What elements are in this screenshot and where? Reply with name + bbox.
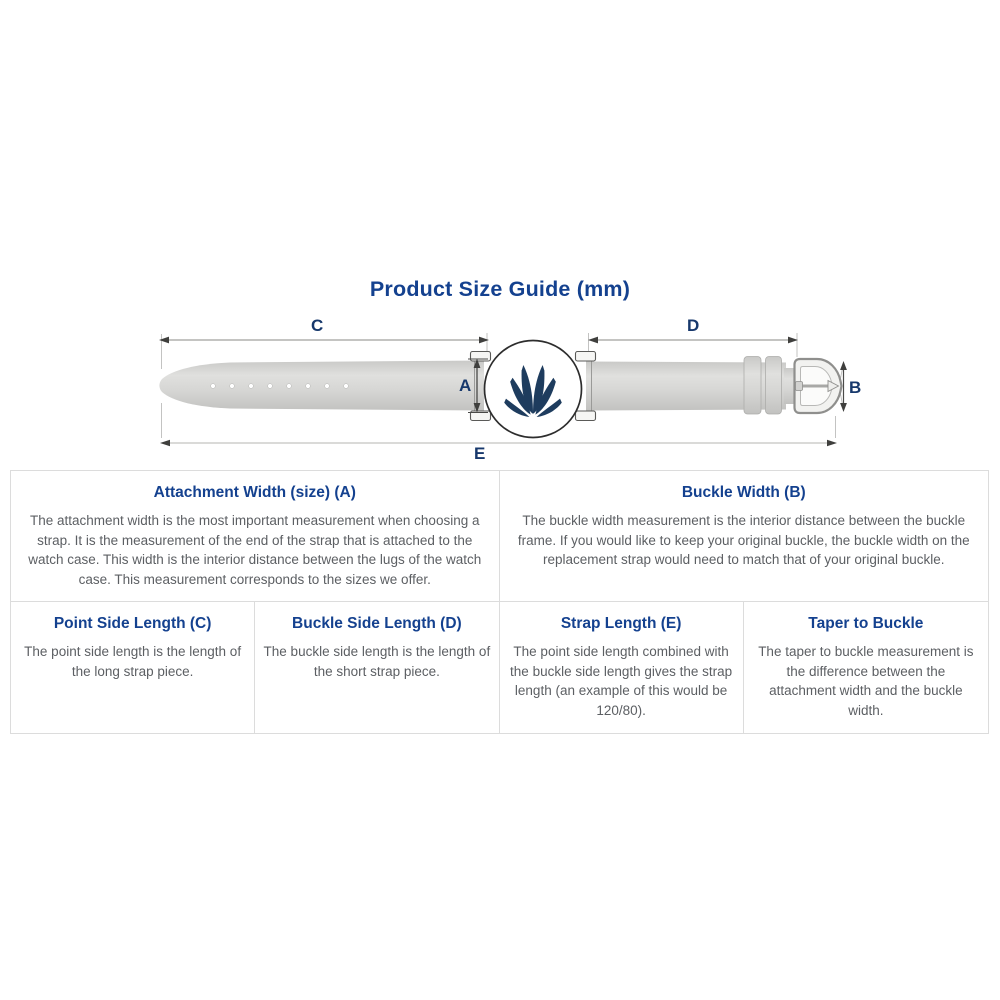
dim-label-a: A — [459, 376, 472, 395]
cell-heading-taper-to-buckle: Taper to Buckle — [808, 615, 924, 633]
cell-heading-buckle-side-length: Buckle Side Length (D) — [292, 615, 462, 633]
cell-body-taper-to-buckle: The taper to buckle measurement is the difference between the attachment width and the buckle width. — [758, 644, 974, 718]
cell-body-buckle-side-length: The buckle side length is the length of the short strap piece. — [263, 644, 491, 679]
table-cell-strap-length — [500, 602, 744, 732]
dim-label-e: E — [474, 444, 486, 463]
cell-heading-point-side-length: Point Side Length (C) — [53, 615, 212, 633]
table-cell-buckle-width — [500, 471, 989, 601]
cell-heading-strap-length: Strap Length (E) — [560, 615, 682, 633]
dim-label-c: C — [311, 316, 324, 335]
watch-case — [485, 341, 582, 438]
cell-body-strap-length: The point side length combined with the buckle side length gives the strap length (an example of this would be 120/80). — [510, 644, 733, 718]
cell-heading-attachment-width: Attachment Width (size) (A) — [153, 484, 356, 501]
cell-body-buckle-width: The buckle width measurement is the interior distance between the buckle frame. If you would like to keep your original buckle, the buckle width on the replacement strap would need to match that of your original buckle. — [517, 513, 970, 568]
dim-label-d: D — [687, 316, 700, 335]
table-cell-point-side-length — [11, 602, 255, 732]
table-row-bottom — [11, 602, 988, 732]
buckle — [795, 359, 842, 413]
table-cell-attachment-width — [11, 471, 500, 601]
dim-arrow-c — [159, 337, 489, 344]
table-row-top — [11, 471, 988, 602]
table-cell-buckle-side-length — [255, 602, 499, 732]
table-cell-taper-to-buckle — [744, 602, 988, 732]
cell-body-point-side-length: The point side length is the length of the long strap piece. — [24, 644, 242, 679]
dim-arrow-d — [588, 337, 798, 344]
page-title: Product Size Guide (mm) — [369, 277, 631, 301]
dim-label-b: B — [849, 378, 862, 397]
point-side-strap — [159, 361, 484, 411]
cell-body-attachment-width: The attachment width is the most important measurement when choosing a strap. It is the measurement of the end of the strap that is attached to the watch case. This width is the interior distance between the lugs of the watch case. This measurement corresponds to the sizes we offer. — [28, 513, 482, 587]
dim-arrow-e — [160, 440, 837, 446]
size-definitions-table — [10, 470, 989, 734]
cell-heading-buckle-width: Buckle Width (B) — [681, 484, 806, 501]
